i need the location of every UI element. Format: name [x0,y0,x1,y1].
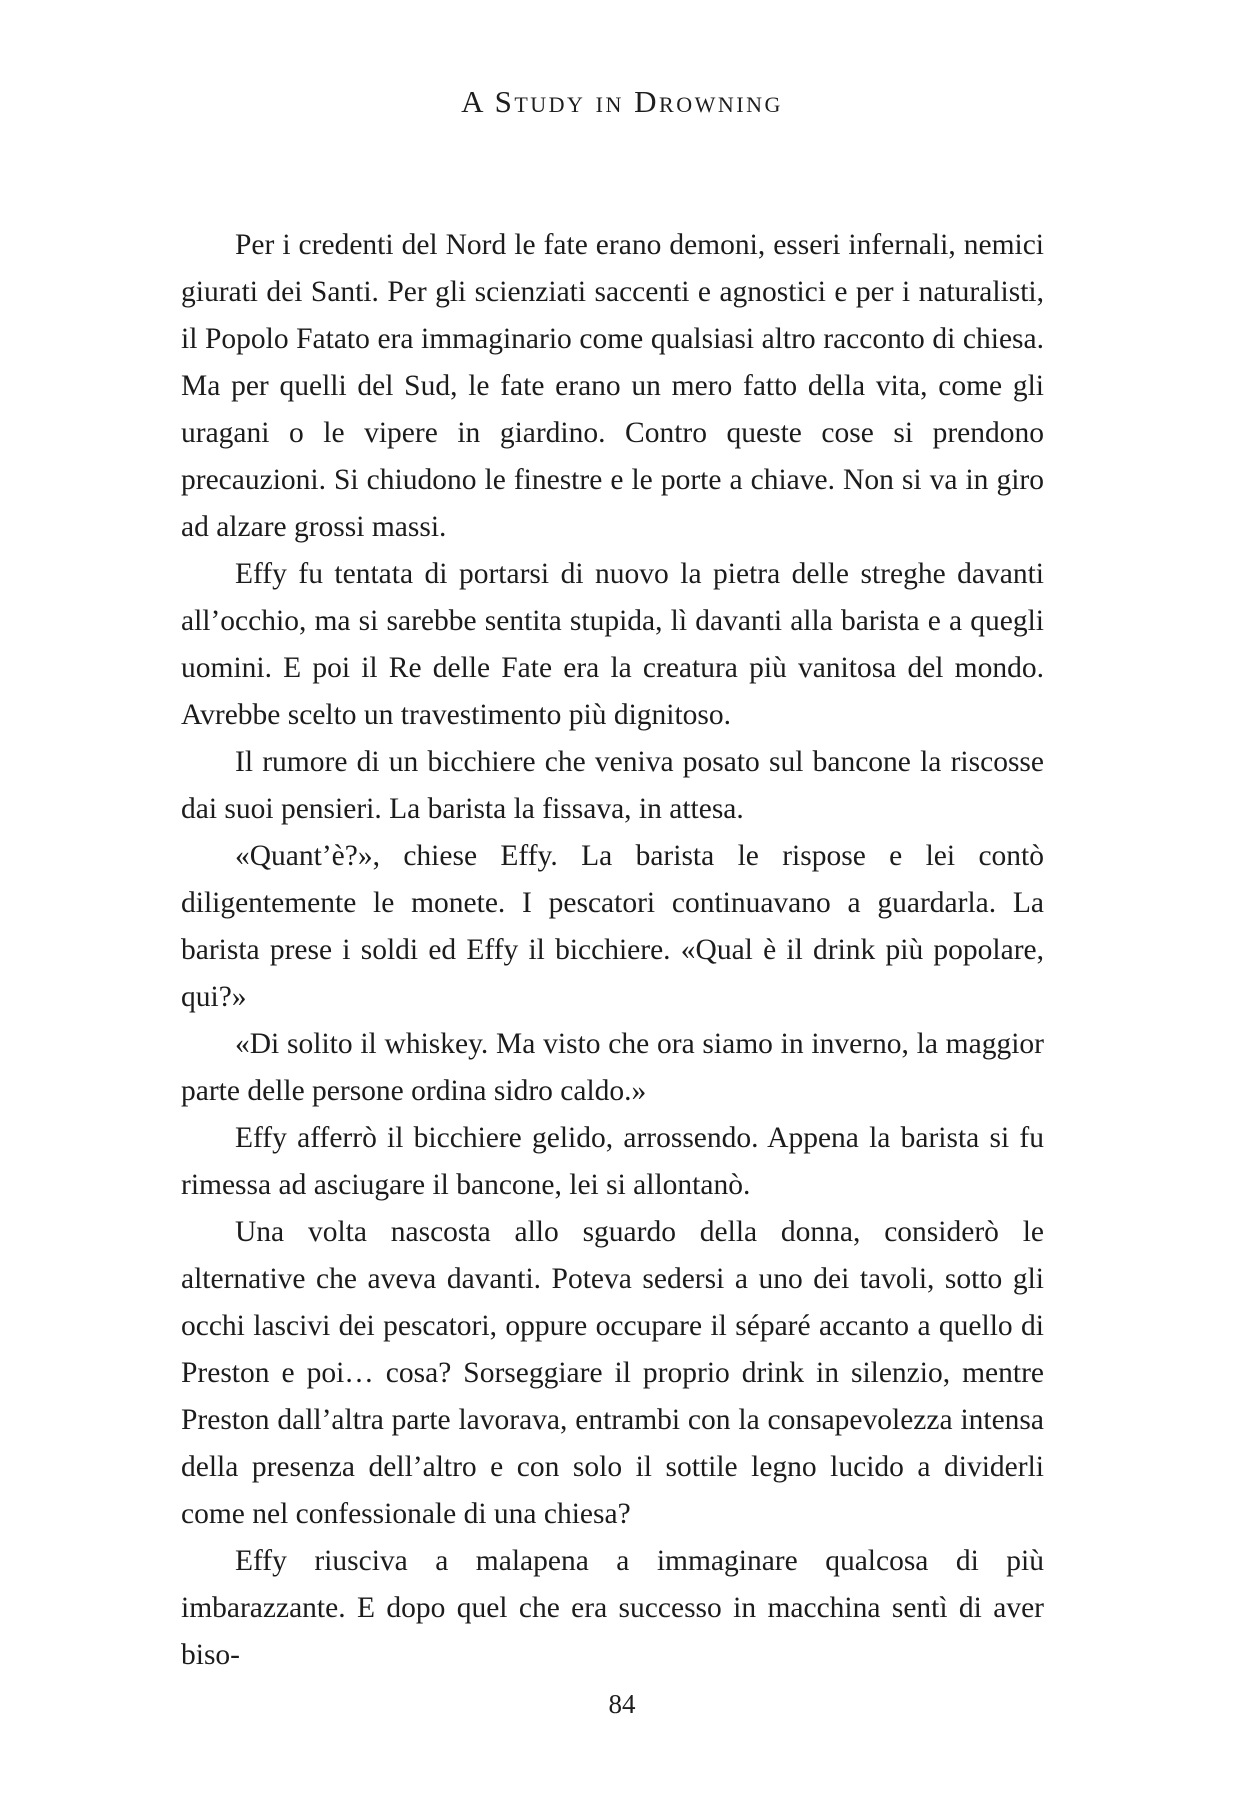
paragraph: Effy afferrò il bicchiere gelido, arrossendo. Appena la barista si fu rimessa ad asciugare il bancone, lei si allontanò. [181,1122,1044,1201]
page-number: 84 [608,1689,636,1719]
body-text [181,222,1044,1679]
paragraph: «Di solito il whiskey. Ma visto che ora siamo in inverno, la maggior parte delle persone ordina sidro caldo.» [181,1028,1044,1107]
paragraph: Il rumore di un bicchiere che veniva posato sul bancone la riscosse dai suoi pensieri. La barista la fissava, in attesa. [181,746,1044,825]
paragraph: Per i credenti del Nord le fate erano demoni, esseri infernali, nemici giurati dei Santi. Per gli scienziati saccenti e agnostici e per i naturalisti, il Popolo Fatato era immaginario come qualsiasi altro racconto di chiesa. Ma per quelli del Sud, le fate erano un mero fatto della vita, come gli uragani o le vipere in giardino. Contro queste cose si prendono precauzioni. Si chiudono le finestre e le porte a chiave. Non si va in giro ad alzare grossi massi. [181,229,1044,543]
paragraph-continues: Effy riusciva a malapena a immaginare qualcosa di più imbarazzante. E dopo quel che era successo in macchina sentì di aver biso- [181,1545,1044,1671]
paragraph: Effy fu tentata di portarsi di nuovo la pietra delle streghe davanti all’occhio, ma si sarebbe sentita stupida, lì davanti alla barista e a quegli uomini. E poi il Re delle Fate era la creatura più vanitosa del mondo. Avrebbe scelto un travestimento più dignitoso. [181,558,1044,731]
paragraph: «Quant’è?», chiese Effy. La barista le rispose e lei contò diligentemente le monete. I pescatori continuavano a guardarla. La barista prese i soldi ed Effy il bicchiere. «Qual è il drink più popolare, qui?» [181,840,1044,1013]
paragraph: Una volta nascosta allo sguardo della donna, considerò le alternative che aveva davanti. Poteva sedersi a uno dei tavoli, sotto gli occhi lascivi dei pescatori, oppure occupare il séparé accanto a quello di Preston e poi… cosa? Sorseggiare il proprio drink in silenzio, mentre Preston dall’altra parte lavorava, entrambi con la consapevolezza intensa della presenza dell’altro e con solo il sottile legno lucido a dividerli come nel confessionale di una chiesa? [181,1216,1044,1530]
running-head-title: A Study in Drowning [461,84,783,119]
